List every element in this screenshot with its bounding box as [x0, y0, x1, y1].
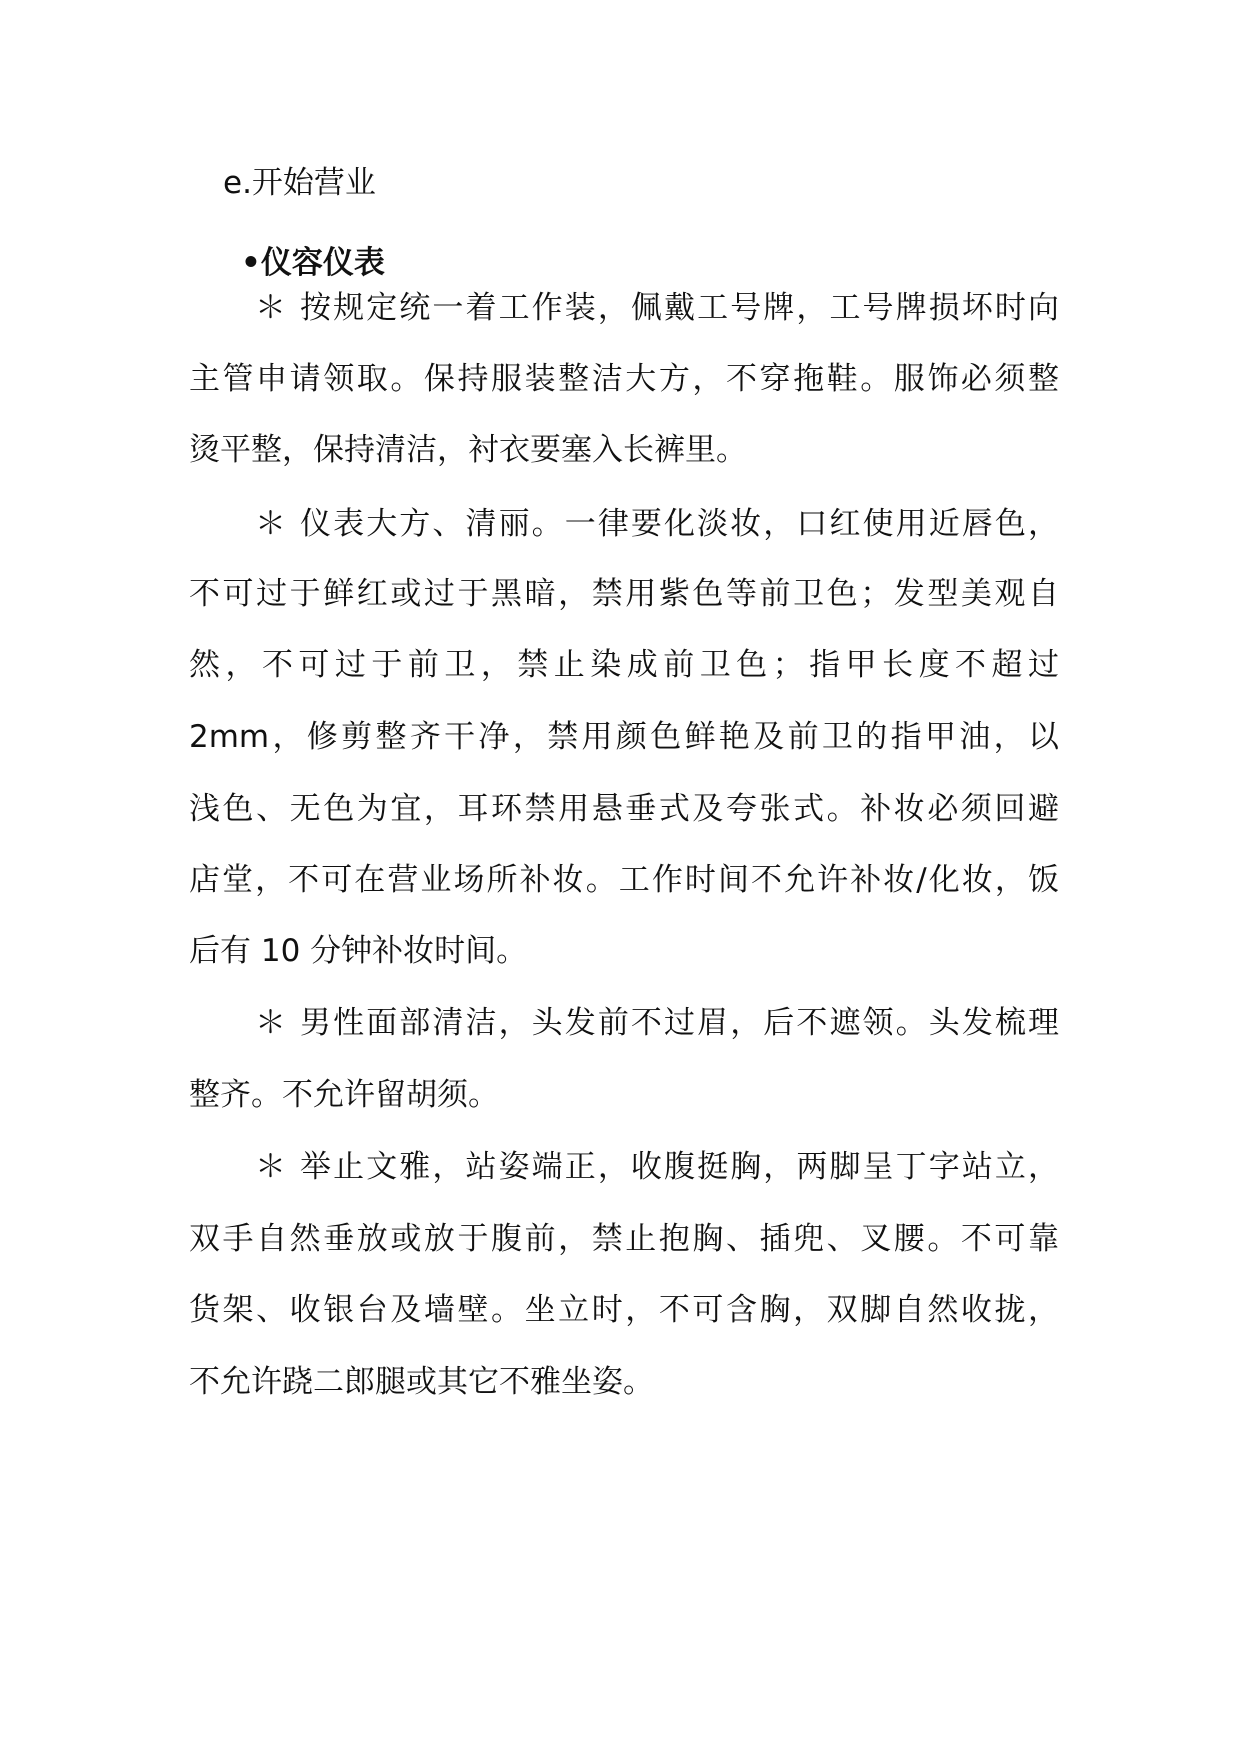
paragraph-line: 然，不可过于前卫，禁止染成前卫色；指甲长度不超过	[189, 647, 1059, 683]
section-title: •仪容仪表	[241, 245, 385, 281]
paragraph-line: 不可过于鲜红或过于黑暗，禁用紫色等前卫色；发型美观自	[189, 576, 1059, 612]
paragraph-line: 店堂，不可在营业场所补妆。工作时间不允许补妆/化妆，饭	[189, 862, 1059, 898]
paragraph-line: 2mm，修剪整齐干净，禁用颜色鲜艳及前卫的指甲油，以	[189, 719, 1059, 755]
paragraph-line: 后有 10 分钟补妆时间。	[189, 933, 528, 969]
paragraph-line: ＊ 按规定统一着工作装，佩戴工号牌，工号牌损坏时向	[255, 290, 1059, 326]
paragraph-line: ＊ 男性面部清洁，头发前不过眉，后不遮领。头发梳理	[255, 1005, 1059, 1041]
paragraph-line: ＊ 仪表大方、清丽。一律要化淡妆，口红使用近唇色，	[255, 506, 1059, 542]
step-heading: e.开始营业	[223, 165, 376, 201]
paragraph-line: ＊ 举止文雅，站姿端正，收腹挺胸，两脚呈丁字站立，	[255, 1149, 1059, 1185]
paragraph-line: 不允许跷二郎腿或其它不雅坐姿。	[189, 1364, 654, 1400]
paragraph-line: 整齐。不允许留胡须。	[189, 1077, 499, 1113]
paragraph-line: 双手自然垂放或放于腹前，禁止抱胸、插兜、叉腰。不可靠	[189, 1221, 1059, 1257]
paragraph-line: 烫平整，保持清洁，衬衣要塞入长裤里。	[189, 432, 747, 468]
paragraph-line: 主管申请领取。保持服装整洁大方，不穿拖鞋。服饰必须整	[189, 361, 1059, 397]
paragraph-line: 浅色、无色为宜，耳环禁用悬垂式及夸张式。补妆必须回避	[189, 791, 1059, 827]
paragraph-line: 货架、收银台及墙壁。坐立时，不可含胸，双脚自然收拢，	[189, 1292, 1059, 1328]
